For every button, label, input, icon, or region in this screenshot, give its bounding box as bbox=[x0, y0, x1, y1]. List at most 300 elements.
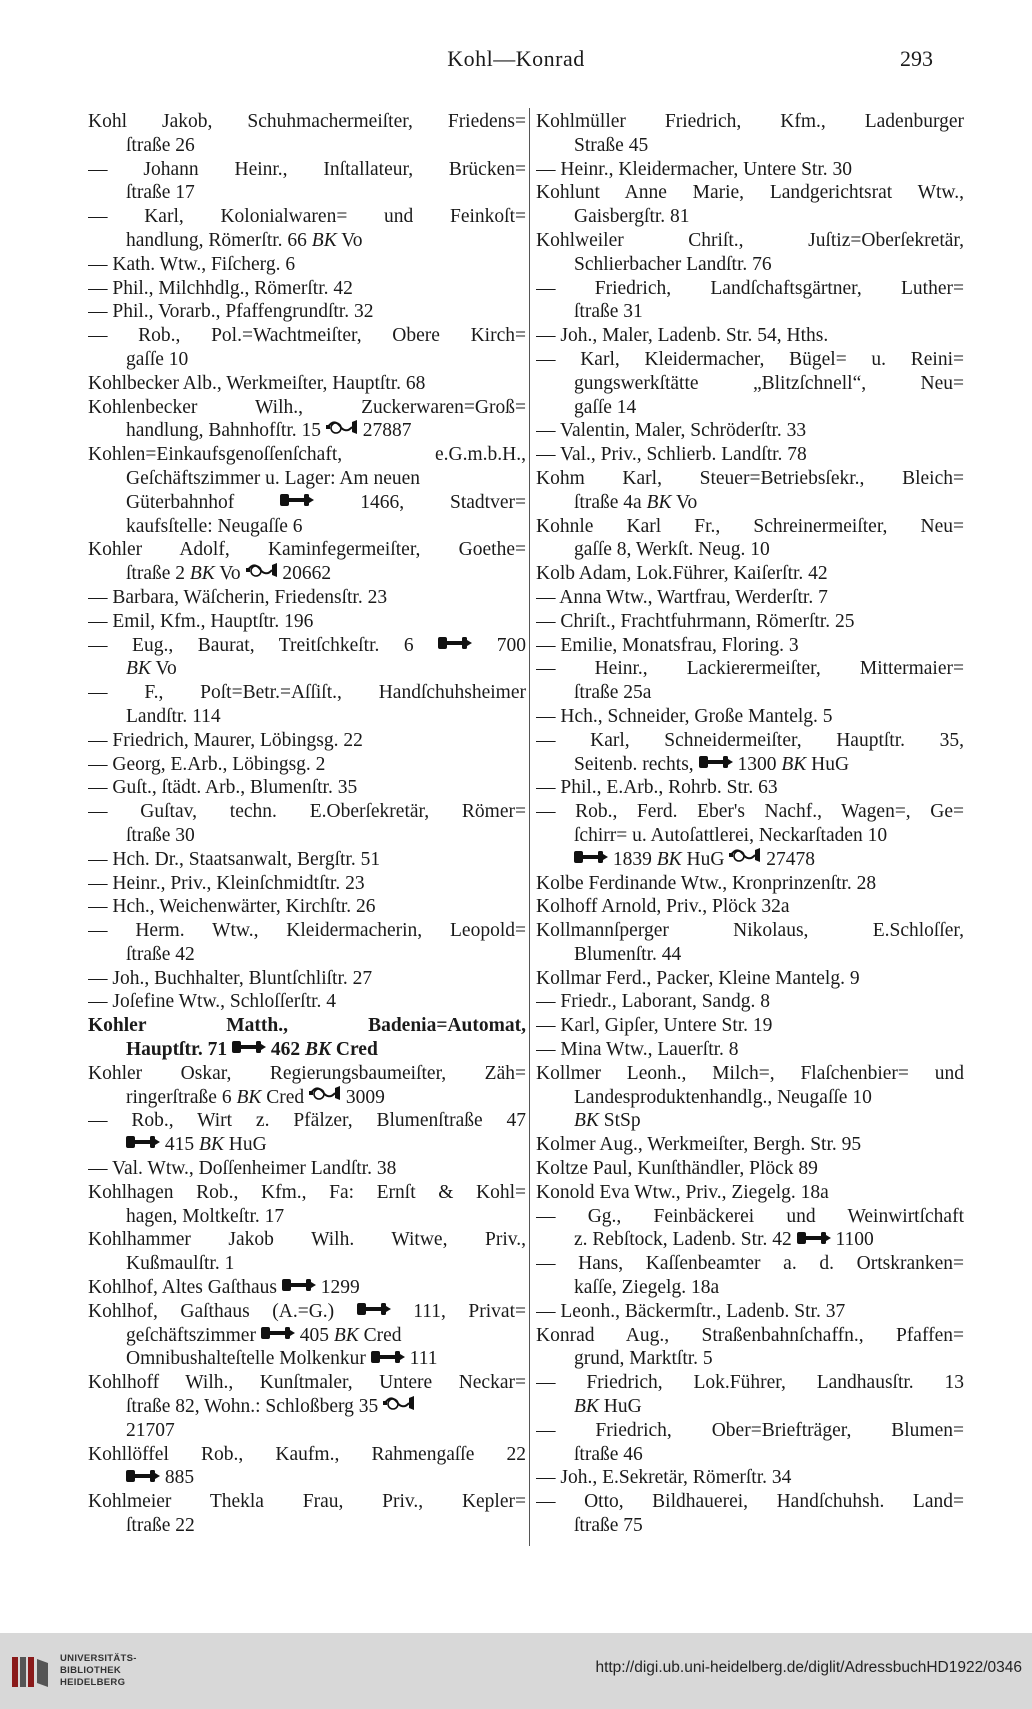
directory-line bbox=[88, 253, 526, 277]
entry-text: gaſſe 8, Werkſt. Neug. 10 bbox=[574, 539, 770, 561]
directory-line bbox=[88, 1466, 526, 1490]
entry-text: ſtraße 46 bbox=[574, 1443, 643, 1465]
directory-line bbox=[536, 515, 964, 539]
entry-text: Vo bbox=[150, 658, 177, 680]
entry-text: — Friedrich, Lok.Führer, Landhausſtr. 13 bbox=[536, 1372, 964, 1394]
entry-text: Kolhoff Arnold, Priv., Plöck 32a bbox=[536, 896, 790, 918]
entry-text: ringerſtraße 6 bbox=[126, 1086, 237, 1108]
directory-line bbox=[88, 681, 526, 705]
entry-text: Landesproduktenhandlg., Neugaſſe 10 bbox=[574, 1086, 872, 1108]
entry-text: Kolb Adam, Lok.Führer, Kaiſerſtr. 42 bbox=[536, 563, 828, 585]
directory-line bbox=[536, 372, 964, 396]
entry-text: 3009 bbox=[341, 1086, 385, 1108]
directory-line bbox=[536, 158, 964, 182]
directory-line bbox=[88, 396, 526, 420]
entry-text: — Joh., Maler, Ladenb. Str. 54, Hths. bbox=[536, 325, 829, 347]
directory-line bbox=[88, 824, 526, 848]
directory-line bbox=[536, 800, 964, 824]
entry-text: — Val. Wtw., Doſſenheimer Landſtr. 38 bbox=[88, 1158, 397, 1180]
directory-line bbox=[88, 1347, 526, 1371]
entry-text: — Guſtav, techn. E.Oberſekretär, Römer= bbox=[88, 801, 526, 823]
entry-text: Kohlweiler Chriſt., Juſtiz=Oberſekretär, bbox=[536, 229, 964, 251]
entry-text: kaufsſtelle: Neugaſſe 6 bbox=[126, 515, 303, 537]
entry-text: Kollmannſperger Nikolaus, E.Schloſſer, bbox=[536, 920, 964, 942]
directory-line bbox=[88, 348, 526, 372]
directory-line bbox=[536, 348, 964, 372]
entry-text: — Guſt., ſtädt. Arb., Blumenſtr. 35 bbox=[88, 777, 358, 799]
entry-text: HuG bbox=[598, 1396, 642, 1418]
entry-text: Kolbe Ferdinande Wtw., Kronprinzenſtr. 28 bbox=[536, 872, 877, 894]
entry-text: Kohlenbecker Wilh., Zuckerwaren=Groß= bbox=[88, 396, 526, 418]
entry-text: 415 bbox=[160, 1134, 199, 1156]
entry-text: — Joh., Buchhalter, Bluntſchliſtr. 27 bbox=[88, 967, 373, 989]
telephone-icon bbox=[126, 1466, 160, 1489]
entry-text: Kollmar Ferd., Packer, Kleine Mantelg. 9 bbox=[536, 967, 860, 989]
entry-text: — Barbara, Wäſcherin, Friedensſtr. 23 bbox=[88, 586, 388, 608]
telephone-icon bbox=[282, 1276, 316, 1299]
entry-text: 885 bbox=[160, 1467, 195, 1489]
directory-line bbox=[536, 1490, 964, 1514]
post-horn-icon bbox=[383, 1395, 415, 1418]
directory-line bbox=[88, 1157, 526, 1181]
entry-text: Vo bbox=[671, 491, 698, 513]
directory-line bbox=[536, 1062, 964, 1086]
directory-line bbox=[88, 1514, 526, 1538]
directory-line bbox=[536, 1038, 964, 1062]
telephone-icon bbox=[280, 491, 314, 514]
entry-text: — Val., Priv., Schlierb. Landſtr. 78 bbox=[536, 444, 807, 466]
entry-text: — Rob., Pol.=Wachtmeiſter, Obere Kirch= bbox=[88, 325, 526, 347]
entry-text: — Heinr., Lackierermeiſter, Mittermaier= bbox=[536, 658, 964, 680]
bank-abbreviation: BK bbox=[126, 658, 151, 680]
entry-text: Omnibushalteſtelle Molkenkur bbox=[126, 1348, 371, 1370]
entry-text: ſtraße 17 bbox=[126, 182, 195, 204]
directory-line bbox=[536, 1157, 964, 1181]
directory-line bbox=[88, 467, 526, 491]
entry-text: ſtraße 31 bbox=[574, 301, 643, 323]
directory-line bbox=[88, 1419, 526, 1443]
post-horn-icon bbox=[246, 562, 278, 585]
directory-line bbox=[88, 1324, 526, 1348]
directory-line bbox=[88, 1014, 526, 1038]
telephone-icon bbox=[438, 634, 472, 657]
entry-text: Cred bbox=[358, 1324, 402, 1346]
directory-line bbox=[88, 229, 526, 253]
entry-text: — Rob., Ferd. Eber's Nachf., Wagen=, Ge= bbox=[536, 801, 964, 823]
entry-text: — Valentin, Maler, Schröderſtr. 33 bbox=[536, 420, 807, 442]
entry-text: — Eug., Baurat, Treitſchkeſtr. 6 bbox=[88, 634, 439, 656]
entry-text: — Mina Wtw., Lauerſtr. 8 bbox=[536, 1039, 739, 1061]
directory-line bbox=[536, 1014, 964, 1038]
entry-text: — F., Poſt=Betr.=Aſſiſt., Handſchuhsheimer bbox=[88, 682, 526, 704]
entry-text: — Georg, E.Arb., Löbingsg. 2 bbox=[88, 753, 326, 775]
entry-text: ſtraße 26 bbox=[126, 134, 195, 156]
entry-text: Vo bbox=[336, 229, 363, 251]
entry-text: — Joh., E.Sekretär, Römerſtr. 34 bbox=[536, 1467, 792, 1489]
post-horn-icon bbox=[326, 419, 358, 442]
footer-bar bbox=[0, 1633, 1032, 1709]
directory-line bbox=[536, 705, 964, 729]
entry-text: Konrad Aug., Straßenbahnſchaffn., Pfaffen= bbox=[536, 1324, 964, 1346]
directory-line bbox=[536, 205, 964, 229]
directory-line bbox=[88, 800, 526, 824]
entry-text: Koltze Paul, Kunſthändler, Plöck 89 bbox=[536, 1158, 818, 1180]
entry-text: Kohnle Karl Fr., Schreinermeiſter, Neu= bbox=[536, 515, 964, 537]
entry-text: — Gg., Feinbäckerei und Weinwirtſchaft bbox=[536, 1205, 964, 1227]
entry-text: — Karl, Kolonialwaren= und Feinkoſt= bbox=[88, 206, 526, 228]
entry-text: HuG bbox=[681, 848, 730, 870]
directory-line bbox=[88, 657, 526, 681]
directory-line bbox=[88, 586, 526, 610]
directory-line bbox=[536, 491, 964, 515]
directory-line bbox=[536, 1086, 964, 1110]
entry-text: — Heinr., Priv., Kleinſchmidtſtr. 23 bbox=[88, 872, 365, 894]
entry-text: Schlierbacher Landſtr. 76 bbox=[574, 253, 772, 275]
entry-text: ſtraße 82, Wohn.: Schloßberg 35 bbox=[126, 1396, 384, 1418]
directory-line bbox=[536, 324, 964, 348]
directory-line bbox=[88, 895, 526, 919]
directory-line bbox=[88, 1086, 526, 1110]
entry-text: — Hch., Weichenwärter, Kirchſtr. 26 bbox=[88, 896, 376, 918]
entry-text: — Phil., Vorarb., Pfaffengrundſtr. 32 bbox=[88, 301, 374, 323]
directory-line bbox=[88, 1109, 526, 1133]
bank-abbreviation: BK bbox=[199, 1134, 224, 1156]
telephone-icon bbox=[232, 1038, 266, 1061]
entry-text: Kohlhoff Wilh., Kunſtmaler, Untere Neckar= bbox=[88, 1372, 526, 1394]
directory-line bbox=[88, 491, 526, 515]
entry-text: 1299 bbox=[315, 1277, 360, 1299]
entry-text: — Hch. Dr., Staatsanwalt, Bergſtr. 51 bbox=[88, 848, 381, 870]
directory-line bbox=[88, 634, 526, 658]
entry-text: HuG bbox=[806, 753, 850, 775]
logo-line: UNIVERSITÄTS- bbox=[60, 1653, 137, 1664]
bank-abbreviation: BK bbox=[574, 1396, 599, 1418]
source-url-link[interactable]: http://digi.ub.uni-heidelberg.de/diglit/AdressbuchHD1922/0346 bbox=[595, 1659, 1022, 1676]
entry-text: gungswerkſtätte „Blitzſchnell“, Neu= bbox=[574, 372, 964, 394]
entry-text: 21707 bbox=[126, 1419, 175, 1441]
entry-text: — Leonh., Bäckermſtr., Ladenb. Str. 37 bbox=[536, 1300, 846, 1322]
entry-text: handlung, Bahnhofſtr. 15 bbox=[126, 420, 326, 442]
directory-line bbox=[88, 872, 526, 896]
telephone-icon bbox=[574, 848, 608, 871]
entry-text: Kohlmeier Thekla Frau, Priv., Kepler= bbox=[88, 1491, 526, 1513]
entry-text: Blumenſtr. 44 bbox=[574, 943, 682, 965]
entry-text: ſtraße 25a bbox=[574, 682, 652, 704]
entry-text: Landſtr. 114 bbox=[126, 705, 221, 727]
directory-line bbox=[88, 848, 526, 872]
directory-line bbox=[88, 1181, 526, 1205]
directory-line bbox=[536, 1276, 964, 1300]
directory-line bbox=[536, 1300, 964, 1324]
directory-line bbox=[536, 1371, 964, 1395]
entry-text: 27887 bbox=[357, 420, 412, 442]
directory-line bbox=[536, 1514, 964, 1538]
entry-text: — Friedrich, Landſchaftsgärtner, Luther= bbox=[536, 277, 964, 299]
entry-text: ſtraße 42 bbox=[126, 943, 195, 965]
directory-line bbox=[88, 705, 526, 729]
entry-text: Kohlmüller Friedrich, Kfm., Ladenburger bbox=[536, 111, 964, 132]
bank-abbreviation: BK bbox=[781, 753, 807, 775]
entry-text: — Emilie, Monatsfrau, Floring. 3 bbox=[536, 634, 799, 656]
directory-line bbox=[536, 110, 964, 134]
directory-line bbox=[88, 990, 526, 1014]
directory-line bbox=[88, 562, 526, 586]
entry-text: — Joſefine Wtw., Schloſſerſtr. 4 bbox=[88, 991, 337, 1013]
entry-text: Kohler Matth., Badenia=Automat, bbox=[88, 1015, 526, 1037]
telephone-icon bbox=[357, 1300, 391, 1323]
entry-text: Kohlen=Einkaufsgenoſſenſchaft, e.G.m.b.H., bbox=[88, 444, 526, 466]
entry-text: — Otto, Bildhauerei, Handſchuhsh. Land= bbox=[536, 1491, 964, 1513]
directory-line bbox=[88, 419, 526, 443]
directory-line bbox=[88, 1062, 526, 1086]
entry-text: 462 bbox=[266, 1039, 306, 1061]
post-horn-icon bbox=[309, 1086, 341, 1109]
entry-text: Straße 45 bbox=[574, 134, 649, 156]
directory-line bbox=[536, 443, 964, 467]
entry-text: ſtraße 75 bbox=[574, 1515, 643, 1537]
entry-text: ſtraße 2 bbox=[126, 563, 190, 585]
entry-text: 700 bbox=[472, 634, 526, 656]
directory-line bbox=[88, 943, 526, 967]
page-number: 293 bbox=[900, 46, 933, 71]
library-logo[interactable] bbox=[10, 1649, 210, 1695]
directory-line bbox=[88, 1490, 526, 1514]
directory-line bbox=[88, 324, 526, 348]
entry-text: Hauptſtr. 71 bbox=[126, 1039, 233, 1061]
directory-line bbox=[536, 586, 964, 610]
column-divider bbox=[529, 108, 530, 1546]
directory-line bbox=[536, 657, 964, 681]
entry-text: 1839 bbox=[608, 848, 657, 870]
entry-text: 1100 bbox=[830, 1229, 874, 1251]
bank-abbreviation: BK bbox=[333, 1324, 359, 1346]
directory-line bbox=[536, 610, 964, 634]
entry-text: 111 bbox=[404, 1348, 438, 1370]
entry-text: Kohm Karl, Steuer=Betriebsſekr., Bleich= bbox=[536, 467, 964, 489]
entry-text: ſtraße 30 bbox=[126, 824, 195, 846]
bank-abbreviation: BK bbox=[236, 1086, 262, 1108]
entry-text: — Friedrich, Maurer, Löbingsg. 22 bbox=[88, 729, 363, 751]
entry-text: — Rob., Wirt z. Pfälzer, Blumenſtraße 47 bbox=[88, 1110, 526, 1132]
entry-text: — Karl, Kleidermacher, Bügel= u. Reini= bbox=[536, 348, 964, 370]
entry-text: — Johann Heinr., Inſtallateur, Brücken= bbox=[88, 158, 526, 180]
entry-text: Kußmaulſtr. 1 bbox=[126, 1253, 235, 1275]
right-column bbox=[536, 110, 964, 1538]
directory-line bbox=[88, 300, 526, 324]
telephone-icon bbox=[126, 1133, 160, 1156]
entry-text: Kohlhammer Jakob Wilh. Witwe, Priv., bbox=[88, 1229, 526, 1251]
directory-line bbox=[536, 1133, 964, 1157]
entry-text: — Karl, Gipſer, Untere Str. 19 bbox=[536, 1015, 773, 1037]
entry-text: 1466, Stadtver= bbox=[314, 491, 526, 513]
entry-text: — Kath. Wtw., Fiſcherg. 6 bbox=[88, 253, 296, 275]
entry-text: Kohllöffel Rob., Kaufm., Rahmengaſſe 22 bbox=[88, 1443, 526, 1465]
bank-abbreviation: BK bbox=[574, 1110, 599, 1132]
entry-text: gaſſe 14 bbox=[574, 396, 637, 418]
directory-line bbox=[88, 372, 526, 396]
directory-line bbox=[536, 1395, 964, 1419]
directory-line bbox=[88, 1443, 526, 1467]
directory-line bbox=[88, 538, 526, 562]
entry-text: Kohl Jakob, Schuhmachermeiſter, Friedens= bbox=[88, 111, 526, 132]
telephone-icon bbox=[699, 753, 733, 776]
entry-text: Kohler Oskar, Regierungsbaumeiſter, Zäh= bbox=[88, 1062, 526, 1084]
entry-text: hagen, Moltkeſtr. 17 bbox=[126, 1205, 285, 1227]
entry-text: kaſſe, Ziegelg. 18a bbox=[574, 1277, 720, 1299]
directory-line bbox=[536, 990, 964, 1014]
directory-line bbox=[536, 253, 964, 277]
directory-line bbox=[536, 1347, 964, 1371]
entry-text: Gaisbergſtr. 81 bbox=[574, 206, 690, 228]
directory-line bbox=[536, 562, 964, 586]
library-logo-text bbox=[60, 1653, 137, 1689]
entry-text: Kolmer Aug., Werkmeiſter, Bergh. Str. 95 bbox=[536, 1134, 862, 1156]
entry-text: Vo bbox=[214, 563, 246, 585]
telephone-icon bbox=[371, 1347, 405, 1370]
directory-line bbox=[536, 419, 964, 443]
entry-text: — Anna Wtw., Wartfrau, Werderſtr. 7 bbox=[536, 586, 828, 608]
entry-text: — Chriſt., Frachtfuhrmann, Römerſtr. 25 bbox=[536, 610, 855, 632]
telephone-icon bbox=[797, 1228, 831, 1251]
entry-text: Kohler Adolf, Kaminfegermeiſter, Goethe= bbox=[88, 539, 526, 561]
entry-text: geſchäftszimmer bbox=[126, 1324, 261, 1346]
entry-text: Kohlhof, Altes Gaſthaus bbox=[88, 1277, 282, 1299]
directory-line bbox=[536, 277, 964, 301]
directory-line bbox=[536, 1466, 964, 1490]
entry-text: Geſchäftszimmer u. Lager: Am neuen bbox=[126, 467, 421, 489]
directory-line bbox=[88, 1038, 526, 1062]
directory-line bbox=[536, 1228, 964, 1252]
directory-line bbox=[536, 872, 964, 896]
directory-line bbox=[88, 1252, 526, 1276]
entry-text: Cred bbox=[261, 1086, 310, 1108]
entry-text: HuG bbox=[223, 1134, 267, 1156]
entry-text: ſtraße 22 bbox=[126, 1515, 195, 1537]
logo-line: HEIDELBERG bbox=[60, 1677, 126, 1688]
entry-text: 20662 bbox=[277, 563, 332, 585]
bank-abbreviation: BK bbox=[311, 229, 337, 251]
directory-line bbox=[536, 1181, 964, 1205]
directory-line bbox=[88, 110, 526, 134]
directory-line bbox=[536, 895, 964, 919]
entry-text: Konold Eva Wtw., Priv., Ziegelg. 18a bbox=[536, 1181, 829, 1203]
entry-text: — Hch., Schneider, Große Mantelg. 5 bbox=[536, 705, 833, 727]
directory-line bbox=[536, 943, 964, 967]
directory-line bbox=[536, 467, 964, 491]
entry-text: 111, Privat= bbox=[390, 1300, 526, 1322]
directory-line bbox=[88, 1276, 526, 1300]
directory-line bbox=[88, 919, 526, 943]
bank-abbreviation: BK bbox=[656, 848, 682, 870]
post-horn-icon bbox=[729, 848, 761, 871]
directory-line bbox=[536, 919, 964, 943]
entry-text: — Phil., Milchhdlg., Römerſtr. 42 bbox=[88, 277, 353, 299]
entry-text: ſchirr= u. Autoſattlerei, Neckarſtaden 10 bbox=[574, 824, 888, 846]
entry-text: Seitenb. rechts, bbox=[574, 753, 699, 775]
entry-text: 27478 bbox=[761, 848, 815, 870]
directory-line bbox=[88, 443, 526, 467]
entry-text: Kohlhagen Rob., Kfm., Fa: Ernſt & Kohl= bbox=[88, 1181, 526, 1203]
entry-text: StSp bbox=[598, 1110, 641, 1132]
directory-line bbox=[88, 181, 526, 205]
entry-text: — Emil, Kfm., Hauptſtr. 196 bbox=[88, 610, 314, 632]
directory-line bbox=[536, 1443, 964, 1467]
directory-line bbox=[536, 753, 964, 777]
directory-line bbox=[536, 776, 964, 800]
directory-line bbox=[88, 277, 526, 301]
telephone-icon bbox=[261, 1324, 295, 1347]
directory-line bbox=[88, 1205, 526, 1229]
directory-line bbox=[536, 967, 964, 991]
directory-line bbox=[88, 776, 526, 800]
entry-text: 1300 bbox=[732, 753, 782, 775]
directory-line bbox=[536, 729, 964, 753]
entry-text: 405 bbox=[294, 1324, 334, 1346]
entry-text: grund, Marktſtr. 5 bbox=[574, 1348, 713, 1370]
directory-line bbox=[536, 134, 964, 158]
directory-line bbox=[88, 967, 526, 991]
directory-line bbox=[88, 610, 526, 634]
directory-line bbox=[536, 1109, 964, 1133]
directory-line bbox=[536, 181, 964, 205]
entry-text: Güterbahnhof bbox=[126, 491, 281, 513]
directory-line bbox=[88, 1228, 526, 1252]
directory-line bbox=[536, 1324, 964, 1348]
directory-line bbox=[536, 1205, 964, 1229]
entry-text: — Karl, Schneidermeiſter, Hauptſtr. 35, bbox=[536, 729, 964, 751]
entry-text: ſtraße 4a bbox=[574, 491, 647, 513]
directory-line bbox=[536, 396, 964, 420]
directory-line bbox=[88, 729, 526, 753]
directory-line bbox=[536, 538, 964, 562]
directory-line bbox=[536, 681, 964, 705]
entry-text: — Herm. Wtw., Kleidermacherin, Leopold= bbox=[88, 920, 526, 942]
entry-text: Kohlunt Anne Marie, Landgerichtsrat Wtw., bbox=[536, 182, 964, 204]
entry-text: — Phil., E.Arb., Rohrb. Str. 63 bbox=[536, 777, 778, 799]
entry-text: Cred bbox=[331, 1039, 378, 1061]
directory-line bbox=[88, 134, 526, 158]
directory-line bbox=[88, 1300, 526, 1324]
bank-abbreviation: BK bbox=[305, 1039, 332, 1061]
logo-line: BIBLIOTHEK bbox=[60, 1665, 122, 1676]
directory-line bbox=[88, 753, 526, 777]
entry-text: — Hans, Kaſſenbeamter a. d. Ortskranken= bbox=[536, 1253, 964, 1275]
directory-line bbox=[88, 1371, 526, 1395]
directory-line bbox=[88, 205, 526, 229]
directory-line bbox=[536, 1252, 964, 1276]
directory-line bbox=[88, 1133, 526, 1157]
entry-text: gaſſe 10 bbox=[126, 348, 189, 370]
entry-text: handlung, Römerſtr. 66 bbox=[126, 229, 312, 251]
university-library-logo-icon bbox=[10, 1653, 50, 1691]
entry-text: — Friedrich, Ober=Briefträger, Blumen= bbox=[536, 1419, 964, 1441]
directory-line bbox=[536, 1419, 964, 1443]
entry-text: — Heinr., Kleidermacher, Untere Str. 30 bbox=[536, 158, 852, 180]
directory-line bbox=[88, 158, 526, 182]
directory-line bbox=[88, 1395, 526, 1419]
entry-text: z. Rebſtock, Ladenb. Str. 42 bbox=[574, 1229, 797, 1251]
bank-abbreviation: BK bbox=[189, 563, 215, 585]
directory-line bbox=[536, 634, 964, 658]
directory-line bbox=[536, 824, 964, 848]
entry-text: Kohlhof, Gaſthaus (A.=G.) bbox=[88, 1300, 357, 1322]
page-title: Kohl—Konrad bbox=[447, 46, 585, 71]
directory-line bbox=[536, 300, 964, 324]
directory-line bbox=[536, 848, 964, 872]
directory-line bbox=[536, 229, 964, 253]
entry-text: Kohlbecker Alb., Werkmeiſter, Hauptſtr. 68 bbox=[88, 372, 426, 394]
bank-abbreviation: BK bbox=[646, 491, 672, 513]
